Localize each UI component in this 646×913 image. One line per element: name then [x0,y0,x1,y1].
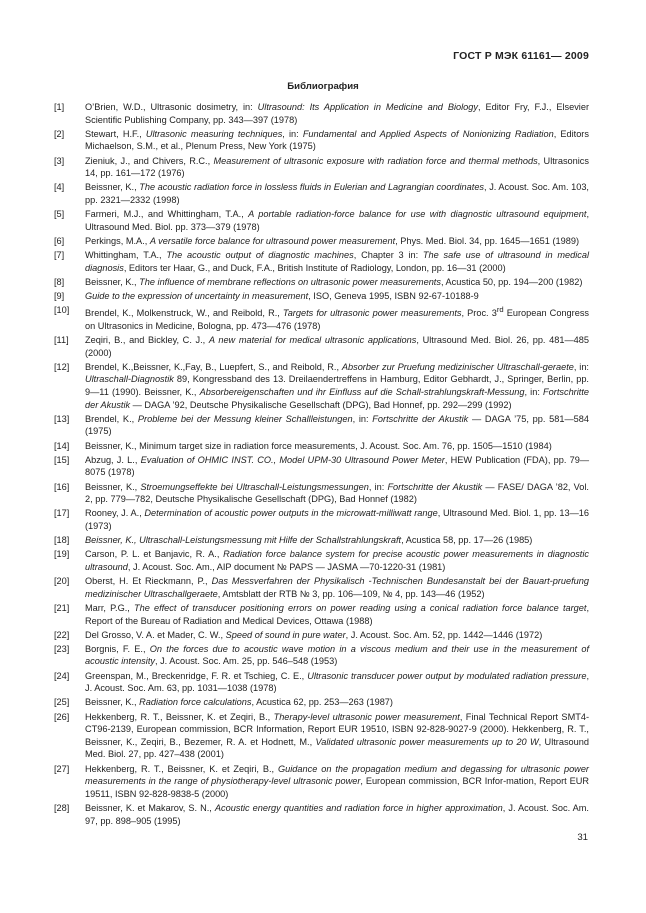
reference-number: [28] [54,802,70,813]
reference-title: Evaluation of OHMIC INST. CO., Model UPM-30 Ultrasound Power Meter [140,454,445,465]
reference-title: Therapy-level ultrasonic power measurement [273,711,460,722]
reference-text [85,711,589,761]
page-title: Библиография [287,81,359,92]
reference-title: Probleme bei der Messung kleiner Schallleistungen [137,413,353,424]
reference-item [54,454,589,479]
reference-title: The influence of membrane reflections on ultrasonic power measurements [139,276,441,287]
reference-fragment: , in: [573,361,589,372]
reference-fragment: , Ultrasound Med. Biol. pp. 373—379 (1978) [85,209,589,232]
reference-fragment: Perkings, M.A., [85,235,150,246]
reference-fragment: — DAGA ’92, Deutsche Physikalische Gesellschaft (DPG), Bad Honnef, pp. 292—299 (1992) [130,399,512,410]
reference-text [85,128,589,153]
reference-fragment: , in: [282,128,303,139]
reference-item [54,670,589,695]
reference-item [54,361,589,411]
reference-fragment: Beissner, K. et Makarov, S. N., [85,802,215,813]
reference-fragment: Carson, P. L. et Banjavic, R. A., [85,549,224,560]
reference-title: On the forces due to acoustic wave motion in a viscous medium and their use in the measurement of acoustic intensity [85,643,589,667]
reference-number: [23] [54,643,70,654]
reference-text [85,763,589,801]
reference-fragment: , HEW Publication (FDA), pp. 79—8075 (1978) [85,454,590,478]
reference-fragment: , J. Acoust. Soc. Am. 97, pp. 898–905 (1995) [85,802,589,826]
reference-title: Speed of sound in pure water [225,629,346,640]
reference-number: [8] [54,276,65,287]
reference-title: Targets for ultrasonic power measurements [282,308,462,319]
reference-text [85,548,589,573]
reference-fragment: , Report of the Bureau of Radiation and Medical Devices, Ottawa (1988) [85,602,589,626]
reference-fragment: Stewart, H.F., [85,128,146,139]
reference-text [85,575,589,600]
reference-title: Radiation force calculations [139,697,252,708]
reference-fragment: Hekkenberg, R. T., Beissner, K. et Zeqiri, B., [85,763,278,774]
reference-fragment: — FASE/ DAGA ’82, Vol. 2, pp. 779—782, Deutsche Physikalische Gesellschaft (DPG), Bad Honnef (1982) [85,481,589,505]
reference-number: [12] [54,361,70,372]
reference-text [85,454,589,479]
reference-fragment: Zeqiri, B., and Bickley, C. J., [85,335,209,346]
reference-number: [21] [54,602,70,613]
reference-title: Stroemungseffekte bei Ultraschall-Leistungsmessungen [140,481,369,492]
reference-text [85,413,589,438]
reference-item [54,208,589,233]
reference-fragment: , Ultrasonics 14, pp. 161—172 (1976) [85,155,589,179]
reference-fragment: , J. Acoust. Soc. Am. 52, pp. 1442—1446 (1972) [345,629,543,640]
reference-number: [15] [54,454,70,465]
reference-fragment: Farmeri, M.J., and Whittingham, T.A., [85,209,249,220]
reference-fragment: , in: [368,481,388,492]
reference-fragment: , Proc. 3 [461,308,497,319]
reference-title: Determination of acoustic power outputs in the microwatt-milliwatt range [144,508,438,519]
reference-fragment: Abzug, J. L., [85,454,141,465]
reference-item [54,276,589,289]
reference-fragment: , in: [524,387,544,398]
reference-fragment: Zieniuk, J., and Chivers, R.C., [85,155,214,166]
reference-text [85,290,589,303]
reference-fragment: , J. Acoust. Soc. Am., AIP document № PAPS — JASMA —70-1220-31 (1981) [127,561,446,572]
reference-item [54,643,589,668]
reference-text [85,643,589,668]
reference-number: [13] [54,413,70,424]
reference-number: [2] [54,128,65,139]
reference-text [85,481,589,506]
reference-text [85,802,589,827]
reference-fragment: , Amtsblatt der RTB № 3, pp. 106—109, № 4, pp. 143—46 (1952) [217,588,485,599]
reference-item [54,481,589,506]
reference-fragment: , J. Acoust. Soc. Am. 63, pp. 1031—1038 (1978) [85,670,589,694]
reference-title: A portable radiation-force balance for use with diagnostic ultrasound equipment [248,209,587,220]
superscript: rd [496,305,504,315]
reference-item [54,249,589,274]
reference-item [54,548,589,573]
reference-text [85,208,589,233]
reference-item [54,507,589,532]
reference-text [85,334,589,359]
reference-fragment: , in: [352,413,373,424]
reference-item [54,629,589,642]
reference-item [54,101,589,126]
reference-title: Fortschritte der Akustik [387,481,483,492]
reference-fragment: , Final Technical Report SMT4-CT96-2139, European commission, BCR Information, Report EUR 19510, ISBN 92-828-9027-9 (2000). Hekkenberg, R. T., Beissner, K., Zeqiri, B., Bezemer, R. A. et Hodnett, M., [85,711,589,747]
reference-item [54,696,589,709]
reference-fragment: , J. Acoust. Soc. Am. 25, pp. 546–548 (1953) [154,656,338,667]
reference-fragment: , Phys. Med. Biol. 34, pp. 1645—1651 (1989) [395,235,580,246]
reference-number: [17] [54,508,70,519]
bibliography-list [54,101,589,829]
reference-title: Das Messverfahren der Physikalisch -Technischen Bundesanstalt bei der Bauart-pruefung medizinischer Ultraschallgeraete [85,576,590,599]
reference-item [54,534,589,547]
reference-fragment: , Editors ter Haar, G., and Duck, F.A., British Institute of Radiology, London, pp. 16—31 (2000) [123,262,506,273]
reference-number: [4] [54,182,65,193]
reference-number: [22] [54,629,70,640]
reference-item [54,334,589,359]
reference-text [85,181,589,206]
reference-fragment: O’Brien, W.D., Ultrasonic dosimetry, in: [85,102,258,112]
reference-fragment: Rooney, J. A., [85,508,145,519]
reference-fragment: Beissner, K., [85,697,140,708]
reference-fragment: European Congress on Ultrasonics in Medicine, Bologna, pp. 473—476 (1978) [85,308,590,331]
reference-fragment: Beissner, K., [85,182,140,193]
reference-title: A new material for medical ultrasonic applications [208,335,417,346]
reference-title: Validated ultrasonic power measurements up to 20 W [315,736,539,747]
reference-title: A versatile force balance for ultrasound power measurement [149,235,396,246]
reference-title: Fortschritte der Akustik [372,413,469,424]
reference-fragment: , Chapter 3 in: [353,250,423,261]
reference-fragment: Greenspan, M., Breckenridge, F. R. et Tschieg, C. E., [85,670,308,681]
reference-title: The effect of transducer positioning errors on power reading using a conical radiation force balance target [133,602,587,613]
reference-fragment: Brendel, K., [85,413,138,424]
reference-item [54,802,589,827]
reference-title: The safe use of ultrasound in medical diagnosis [85,250,589,273]
reference-fragment: Marr, P.G., [85,602,134,613]
reference-fragment: — DAGA ’75, pp. 581—584 (1975) [85,413,589,437]
reference-fragment: Beissner, K., [85,276,140,287]
reference-item [54,235,589,248]
reference-text [85,155,589,180]
reference-title: The acoustic radiation force in lossless fluids in Eulerian and Lagrangian coordinates [139,182,485,193]
reference-number: [5] [54,209,65,220]
reference-number: [24] [54,670,70,681]
reference-fragment: , European commission, BCR Infor-mation, Report EUR 19511, ISBN 92-828-9838-5 (2000) [85,776,589,799]
reference-fragment: Oberst, H. Et Rieckmann, P., [85,576,212,587]
reference-text [85,361,589,411]
reference-title: Ultrasonic transducer power output by modulated radiation pressure [307,670,587,681]
reference-fragment: , Acustica 58, pp. 17—26 (1985) [401,535,533,546]
reference-item [54,575,589,600]
reference-fragment: Beissner, K., Minimum target size in radiation force measurements, J. Acoust. Soc. Am. 76, pp. 1505—1510 (1984) [85,440,552,451]
reference-item [54,304,589,332]
reference-title: Measurement of ultrasonic exposure with radiation force and thermal methods [213,155,538,166]
reference-number: [27] [54,763,70,774]
reference-item [54,155,589,180]
reference-number: [6] [54,235,65,246]
reference-fragment: , ISO, Geneva 1995, ISBN 92-67-10188-9 [308,291,479,302]
reference-text [85,602,589,627]
reference-text [85,534,589,547]
reference-fragment: Whittingham, T.A., [85,250,167,261]
reference-title: Acoustic energy quantities and radiation force in higher approximation [214,802,503,813]
reference-item [54,181,589,206]
reference-title: Guide to the expression of uncertainty in measurement [85,291,309,302]
reference-fragment: , Ultrasound Med. Biol. 27, pp. 427–438 (2001) [85,736,589,760]
reference-text [85,235,589,248]
reference-fragment: 89, Kongressband des 13. Dreilaendertreffens in Hamburg, Editor Gebhardt, J., Springer, Berlin, pp. 9—11 (1990). Beissner, K., [85,374,589,398]
reference-text [85,249,589,274]
reference-item [54,602,589,627]
reference-number: [3] [54,155,65,166]
reference-title: Fundamental and Applied Aspects of Nonionizing Radiation [302,128,554,139]
reference-number: [7] [54,250,65,261]
reference-number: [10] [54,305,70,316]
reference-item [54,711,589,761]
reference-number: [20] [54,576,70,587]
reference-text [85,276,589,289]
reference-title: The acoustic output of diagnostic machines [166,250,354,261]
reference-title: Guidance on the propagation medium and degassing for ultrasonic power measurements in the range of physiotherapy-level ultrasonic power [85,763,589,787]
reference-item [54,413,589,438]
reference-fragment: Brendel, K., Molkenstruck, W., and Reibold, R., [85,308,283,319]
reference-number: [11] [54,335,69,346]
reference-title: Ultraschall-Diagnostik [85,374,174,385]
reference-title: Fortschritte der Akustik [85,387,589,410]
reference-fragment: , Acustica 62, pp. 253—263 (1987) [251,697,393,708]
reference-fragment: , Editor Fry, F.J., Elsevier Scientific Publishing Company, pp. 343—397 (1978) [85,102,590,125]
reference-text [85,101,589,126]
reference-fragment: , Ultrasound Med. Biol. 1, pp. 13—16 (1973) [85,508,589,531]
reference-fragment: , J. Acoust. Soc. Am. 103, pp. 2321—2332 (1998) [85,182,589,205]
reference-title: Beissner, K., Ultraschall-Leistungsmessung mit Hilfe der Schallstrahlungskraft [85,535,402,546]
reference-number: [9] [54,291,65,302]
reference-fragment: , Ultrasound Med. Biol. 26, pp. 481—485 (2000) [85,335,589,358]
reference-number: [18] [54,535,70,546]
reference-item [54,290,589,303]
reference-title: Radiation force balance system for precise acoustic power measurements in diagnostic ultrasound [85,549,589,572]
reference-number: [14] [54,440,70,451]
reference-title: Absorber zur Pruefung medizinischer Ultraschall-geraete [341,361,574,372]
reference-number: [25] [54,697,70,708]
reference-number: [1] [54,102,65,112]
reference-text [85,507,589,532]
reference-text [85,440,589,453]
standard-header: ГОСТ Р МЭК 61161— 2009 [453,50,589,62]
reference-text [85,670,589,695]
reference-number: [19] [54,549,70,560]
reference-fragment: Borgnis, F. E., [85,643,150,654]
reference-fragment: , Acustica 50, pp. 194—200 (1982) [440,276,583,287]
reference-item [54,763,589,801]
reference-item [54,128,589,153]
reference-item [54,440,589,453]
reference-fragment: Brendel, K.,Beissner, K.,Fay, B., Luepfert, S., and Reibold, R., [85,361,342,372]
reference-title: Ultrasound: Its Application in Medicine and Biology [257,102,478,112]
reference-fragment: Hekkenberg, R. T., Beissner, K. et Zeqiri, B., [85,711,274,722]
reference-number: [26] [54,711,70,722]
reference-text [85,696,589,709]
reference-fragment: , Editors Michaelson, S.M., et al., Plenum Press, New York (1975) [85,128,589,152]
reference-fragment: Beissner, K., [85,481,141,492]
reference-fragment: Del Grosso, V. A. et Mader, C. W., [85,629,226,640]
reference-title: Absorbereigenschaften und ihr Einfluss auf die Schall-strahlungskraft-Messung [199,387,525,398]
reference-title: Ultrasonic measuring techniques [145,128,283,139]
reference-text [85,304,589,332]
page-number: 31 [577,832,588,843]
reference-number: [16] [54,481,70,492]
reference-text [85,629,589,642]
